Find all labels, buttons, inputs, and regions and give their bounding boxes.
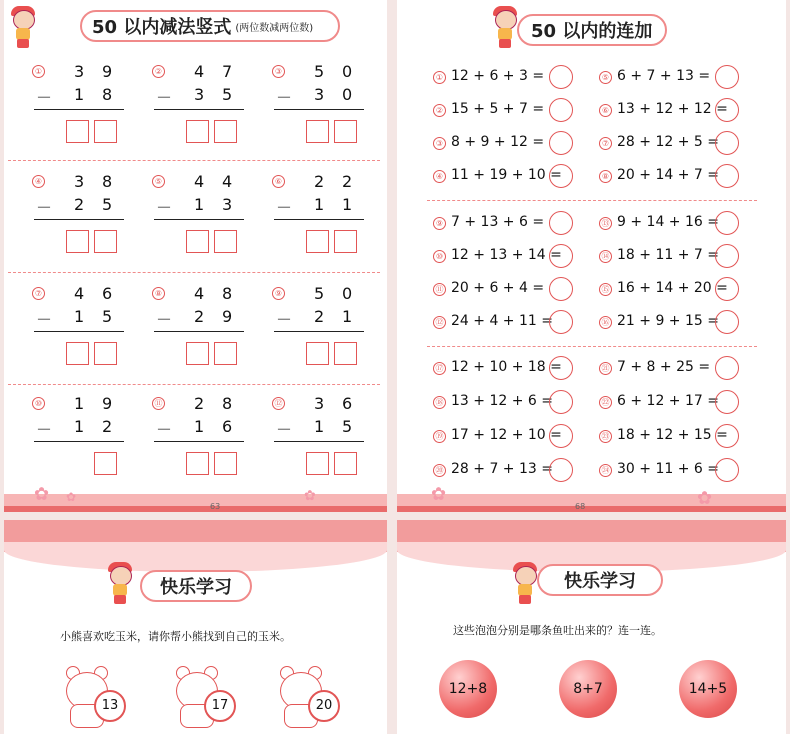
page-happy-learning-bubbles: [397, 520, 786, 734]
answer-circle[interactable]: [549, 310, 573, 334]
minus-sign: －: [156, 198, 173, 217]
star-icon: ✿: [697, 488, 713, 509]
answer-line: [34, 331, 124, 332]
minuend-ones: 8: [222, 284, 233, 303]
addition-expression: 9 + 14 + 16 =: [617, 214, 719, 230]
minuend-tens: 1: [74, 394, 85, 413]
minus-sign: －: [36, 420, 53, 439]
answer-box-tens[interactable]: [306, 230, 329, 253]
minuend-ones: 9: [102, 394, 113, 413]
addition-expression: 16 + 14 + 20 =: [617, 280, 728, 296]
answer-box-tens[interactable]: [186, 120, 209, 143]
minuend-ones: 0: [342, 284, 353, 303]
answer-box-ones[interactable]: [334, 342, 357, 365]
minus-sign: －: [36, 88, 53, 107]
minuend-ones: 7: [222, 62, 233, 81]
problem-number: ㉔: [599, 464, 612, 477]
page-subtraction: [4, 0, 387, 512]
problem-number: ⑯: [599, 316, 612, 329]
top-wave: [4, 542, 387, 572]
answer-box-tens[interactable]: [66, 120, 89, 143]
answer-box-ones[interactable]: [94, 342, 117, 365]
row-separator: [8, 272, 380, 273]
minus-sign: －: [156, 88, 173, 107]
subtrahend-tens: 1: [74, 417, 85, 436]
answer-line: [154, 331, 244, 332]
answer-line: [274, 219, 364, 220]
answer-box-ones[interactable]: [214, 120, 237, 143]
answer-circle[interactable]: [549, 65, 573, 89]
minuend-tens: 4: [194, 62, 205, 81]
problem-number: ⑧: [599, 170, 612, 183]
page-title: 快乐学习: [160, 577, 232, 598]
answer-circle[interactable]: [549, 164, 573, 188]
problem-number: ⑥: [272, 175, 285, 188]
problem-number: ⑫: [272, 397, 285, 410]
subtrahend-ones: 2: [102, 417, 113, 436]
addition-expression: 13 + 12 + 12 =: [617, 101, 728, 117]
answer-box-ones[interactable]: [214, 230, 237, 253]
answer-box-tens[interactable]: [186, 452, 209, 475]
problem-number: ②: [433, 104, 446, 117]
addition-expression: 17 + 12 + 10 =: [451, 427, 562, 443]
problem-number: ③: [433, 137, 446, 150]
subtrahend-tens: 1: [194, 195, 205, 214]
problem-number: ⑪: [433, 283, 446, 296]
problem-number: ④: [433, 170, 446, 183]
page-happy-learning-bears: [4, 520, 387, 734]
subtrahend-ones: 1: [342, 307, 353, 326]
answer-circle[interactable]: [715, 310, 739, 334]
answer-box-tens[interactable]: [306, 342, 329, 365]
addition-expression: 30 + 11 + 6 =: [617, 461, 719, 477]
bubble[interactable]: 12+8: [439, 660, 497, 718]
instruction-text: 这些泡泡分别是哪条鱼吐出来的？连一连。: [453, 624, 662, 637]
answer-line: [274, 331, 364, 332]
page-title: 快乐学习: [564, 571, 636, 592]
problem-number: ⑨: [433, 217, 446, 230]
problem-number: ⑦: [32, 287, 45, 300]
answer-circle[interactable]: [715, 131, 739, 155]
problem-number: ①: [32, 65, 45, 78]
answer-circle[interactable]: [549, 277, 573, 301]
addition-expression: 28 + 12 + 5 =: [617, 134, 719, 150]
answer-circle[interactable]: [549, 211, 573, 235]
subtrahend-ones: 5: [102, 195, 113, 214]
page-title-box: [537, 564, 663, 596]
answer-line: [154, 219, 244, 220]
answer-circle[interactable]: [715, 65, 739, 89]
addition-expression: 24 + 4 + 11 =: [451, 313, 553, 329]
answer-line: [34, 219, 124, 220]
minuend-tens: 3: [74, 62, 85, 81]
answer-circle[interactable]: [715, 424, 739, 448]
answer-circle[interactable]: [549, 424, 573, 448]
subtrahend-ones: 1: [342, 195, 353, 214]
minuend-tens: 4: [194, 284, 205, 303]
addition-expression: 20 + 6 + 4 =: [451, 280, 545, 296]
answer-circle[interactable]: [715, 164, 739, 188]
subtrahend-ones: 3: [222, 195, 233, 214]
page-title-box: [80, 10, 340, 42]
corn-number[interactable]: 17: [204, 690, 236, 722]
corn-number[interactable]: 13: [94, 690, 126, 722]
subtrahend-tens: 1: [194, 417, 205, 436]
problem-number: ⑬: [599, 217, 612, 230]
answer-box-ones[interactable]: [94, 452, 117, 475]
answer-line: [274, 109, 364, 110]
problem-number: ⑱: [433, 396, 446, 409]
answer-box-ones[interactable]: [334, 452, 357, 475]
minuend-ones: 4: [222, 172, 233, 191]
minuend-tens: 2: [194, 394, 205, 413]
problem-number: ⑫: [433, 316, 446, 329]
row-separator: [8, 160, 380, 161]
answer-box-tens[interactable]: [186, 342, 209, 365]
row-separator: [8, 384, 380, 385]
answer-circle[interactable]: [715, 98, 739, 122]
star-icon: ✿: [66, 490, 77, 504]
problem-number: ⑲: [433, 430, 446, 443]
minuend-tens: 4: [74, 284, 85, 303]
addition-expression: 15 + 5 + 7 =: [451, 101, 545, 117]
problem-number: ⑮: [599, 283, 612, 296]
answer-line: [34, 109, 124, 110]
minus-sign: －: [156, 310, 173, 329]
answer-box-ones[interactable]: [334, 230, 357, 253]
problem-number: ⑰: [433, 362, 446, 375]
addition-expression: 12 + 13 + 14 =: [451, 247, 562, 263]
problem-number: ⑨: [272, 287, 285, 300]
problem-number: ⑩: [433, 250, 446, 263]
addition-expression: 28 + 7 + 13 =: [451, 461, 553, 477]
addition-expression: 7 + 8 + 25 =: [617, 359, 711, 375]
addition-expression: 6 + 7 + 13 =: [617, 68, 711, 84]
minus-sign: －: [36, 310, 53, 329]
problem-number: ②: [152, 65, 165, 78]
problem-number: ⑩: [32, 397, 45, 410]
instruction-text: 小熊喜欢吃玉米，请你帮小熊找到自己的玉米。: [60, 630, 291, 643]
problem-number: ⑧: [152, 287, 165, 300]
subtrahend-ones: 6: [222, 417, 233, 436]
answer-box-ones[interactable]: [214, 452, 237, 475]
minus-sign: －: [36, 198, 53, 217]
answer-line: [34, 441, 124, 442]
page-subtitle: (两位数减两位数): [235, 22, 314, 34]
problem-number: ⑤: [152, 175, 165, 188]
footer-strip: [4, 506, 387, 512]
addition-expression: 20 + 14 + 7 =: [617, 167, 719, 183]
answer-circle[interactable]: [715, 458, 739, 482]
minuend-ones: 6: [342, 394, 353, 413]
subtrahend-tens: 2: [314, 307, 325, 326]
addition-expression: 18 + 11 + 7 =: [617, 247, 719, 263]
page-addition: [397, 0, 786, 512]
answer-circle[interactable]: [715, 277, 739, 301]
minus-sign: －: [276, 198, 293, 217]
subtrahend-tens: 2: [194, 307, 205, 326]
answer-box-ones[interactable]: [94, 120, 117, 143]
minuend-tens: 3: [314, 394, 325, 413]
minuend-ones: 8: [102, 172, 113, 191]
minuend-ones: 2: [342, 172, 353, 191]
problem-number: ㉑: [599, 362, 612, 375]
subtrahend-ones: 5: [342, 417, 353, 436]
answer-circle[interactable]: [715, 356, 739, 380]
answer-box-tens[interactable]: [306, 452, 329, 475]
page-title-box: [140, 570, 252, 602]
addition-expression: 18 + 12 + 15 =: [617, 427, 728, 443]
subtrahend-tens: 1: [74, 307, 85, 326]
minuend-tens: 5: [314, 62, 325, 81]
answer-box-ones[interactable]: [334, 120, 357, 143]
problem-number: ⑦: [599, 137, 612, 150]
page-title-box: [517, 14, 667, 46]
problem-number: ①: [433, 71, 446, 84]
bubble[interactable]: 14+5: [679, 660, 737, 718]
minuend-tens: 2: [314, 172, 325, 191]
subtrahend-ones: 9: [222, 307, 233, 326]
answer-line: [154, 441, 244, 442]
problem-number: ③: [272, 65, 285, 78]
answer-circle[interactable]: [715, 244, 739, 268]
boy-mascot-icon: [489, 4, 521, 48]
corn-number[interactable]: 20: [308, 690, 340, 722]
problem-number: ⑥: [599, 104, 612, 117]
page-number: 63: [210, 502, 221, 511]
minus-sign: －: [276, 88, 293, 107]
subtrahend-tens: 2: [74, 195, 85, 214]
star-icon: ✿: [34, 484, 50, 505]
bubble[interactable]: 8+7: [559, 660, 617, 718]
addition-expression: 12 + 10 + 18 =: [451, 359, 562, 375]
page-title: 50 以内的连加: [531, 21, 653, 42]
problem-number: ⑭: [599, 250, 612, 263]
answer-circle[interactable]: [549, 356, 573, 380]
problem-number: ⑪: [152, 397, 165, 410]
minuend-tens: 5: [314, 284, 325, 303]
footer-strip: [397, 506, 786, 512]
page-number: 68: [575, 502, 586, 511]
minuend-ones: 0: [342, 62, 353, 81]
answer-circle[interactable]: [549, 131, 573, 155]
problem-number: ㉓: [599, 430, 612, 443]
subtrahend-ones: 8: [102, 85, 113, 104]
addition-expression: 21 + 9 + 15 =: [617, 313, 719, 329]
answer-line: [274, 441, 364, 442]
addition-expression: 8 + 9 + 12 =: [451, 134, 545, 150]
subtrahend-ones: 5: [222, 85, 233, 104]
answer-circle[interactable]: [549, 244, 573, 268]
minuend-tens: 3: [74, 172, 85, 191]
subtrahend-tens: 1: [314, 417, 325, 436]
problem-number: ㉒: [599, 396, 612, 409]
minuend-ones: 9: [102, 62, 113, 81]
answer-circle[interactable]: [715, 211, 739, 235]
minus-sign: －: [276, 420, 293, 439]
addition-expression: 11 + 19 + 10 =: [451, 167, 562, 183]
minus-sign: －: [156, 420, 173, 439]
row-separator: [427, 346, 757, 347]
problem-number: ⑳: [433, 464, 446, 477]
addition-expression: 6 + 12 + 17 =: [617, 393, 719, 409]
subtrahend-tens: 1: [314, 195, 325, 214]
page-title: 50 以内减法竖式: [92, 17, 232, 38]
boy-mascot-icon: [7, 4, 39, 48]
answer-circle[interactable]: [549, 390, 573, 414]
row-separator: [427, 200, 757, 201]
problem-number: ⑤: [599, 71, 612, 84]
addition-expression: 12 + 6 + 3 =: [451, 68, 545, 84]
minuend-tens: 4: [194, 172, 205, 191]
minuend-ones: 6: [102, 284, 113, 303]
answer-box-tens[interactable]: [66, 342, 89, 365]
star-icon: ✿: [431, 484, 447, 505]
boy-mascot-icon: [104, 560, 136, 604]
answer-box-tens[interactable]: [186, 230, 209, 253]
subtrahend-tens: 3: [314, 85, 325, 104]
subtrahend-ones: 5: [102, 307, 113, 326]
addition-expression: 13 + 12 + 6 =: [451, 393, 553, 409]
subtrahend-ones: 0: [342, 85, 353, 104]
addition-expression: 7 + 13 + 6 =: [451, 214, 545, 230]
minus-sign: －: [276, 310, 293, 329]
answer-line: [154, 109, 244, 110]
answer-circle[interactable]: [715, 390, 739, 414]
subtrahend-tens: 1: [74, 85, 85, 104]
answer-circle[interactable]: [549, 98, 573, 122]
minuend-ones: 8: [222, 394, 233, 413]
answer-box-ones[interactable]: [94, 230, 117, 253]
answer-box-tens[interactable]: [306, 120, 329, 143]
problem-number: ④: [32, 175, 45, 188]
subtrahend-tens: 3: [194, 85, 205, 104]
star-icon: ✿: [304, 488, 316, 504]
answer-circle[interactable]: [549, 458, 573, 482]
answer-box-tens[interactable]: [66, 230, 89, 253]
answer-box-ones[interactable]: [214, 342, 237, 365]
